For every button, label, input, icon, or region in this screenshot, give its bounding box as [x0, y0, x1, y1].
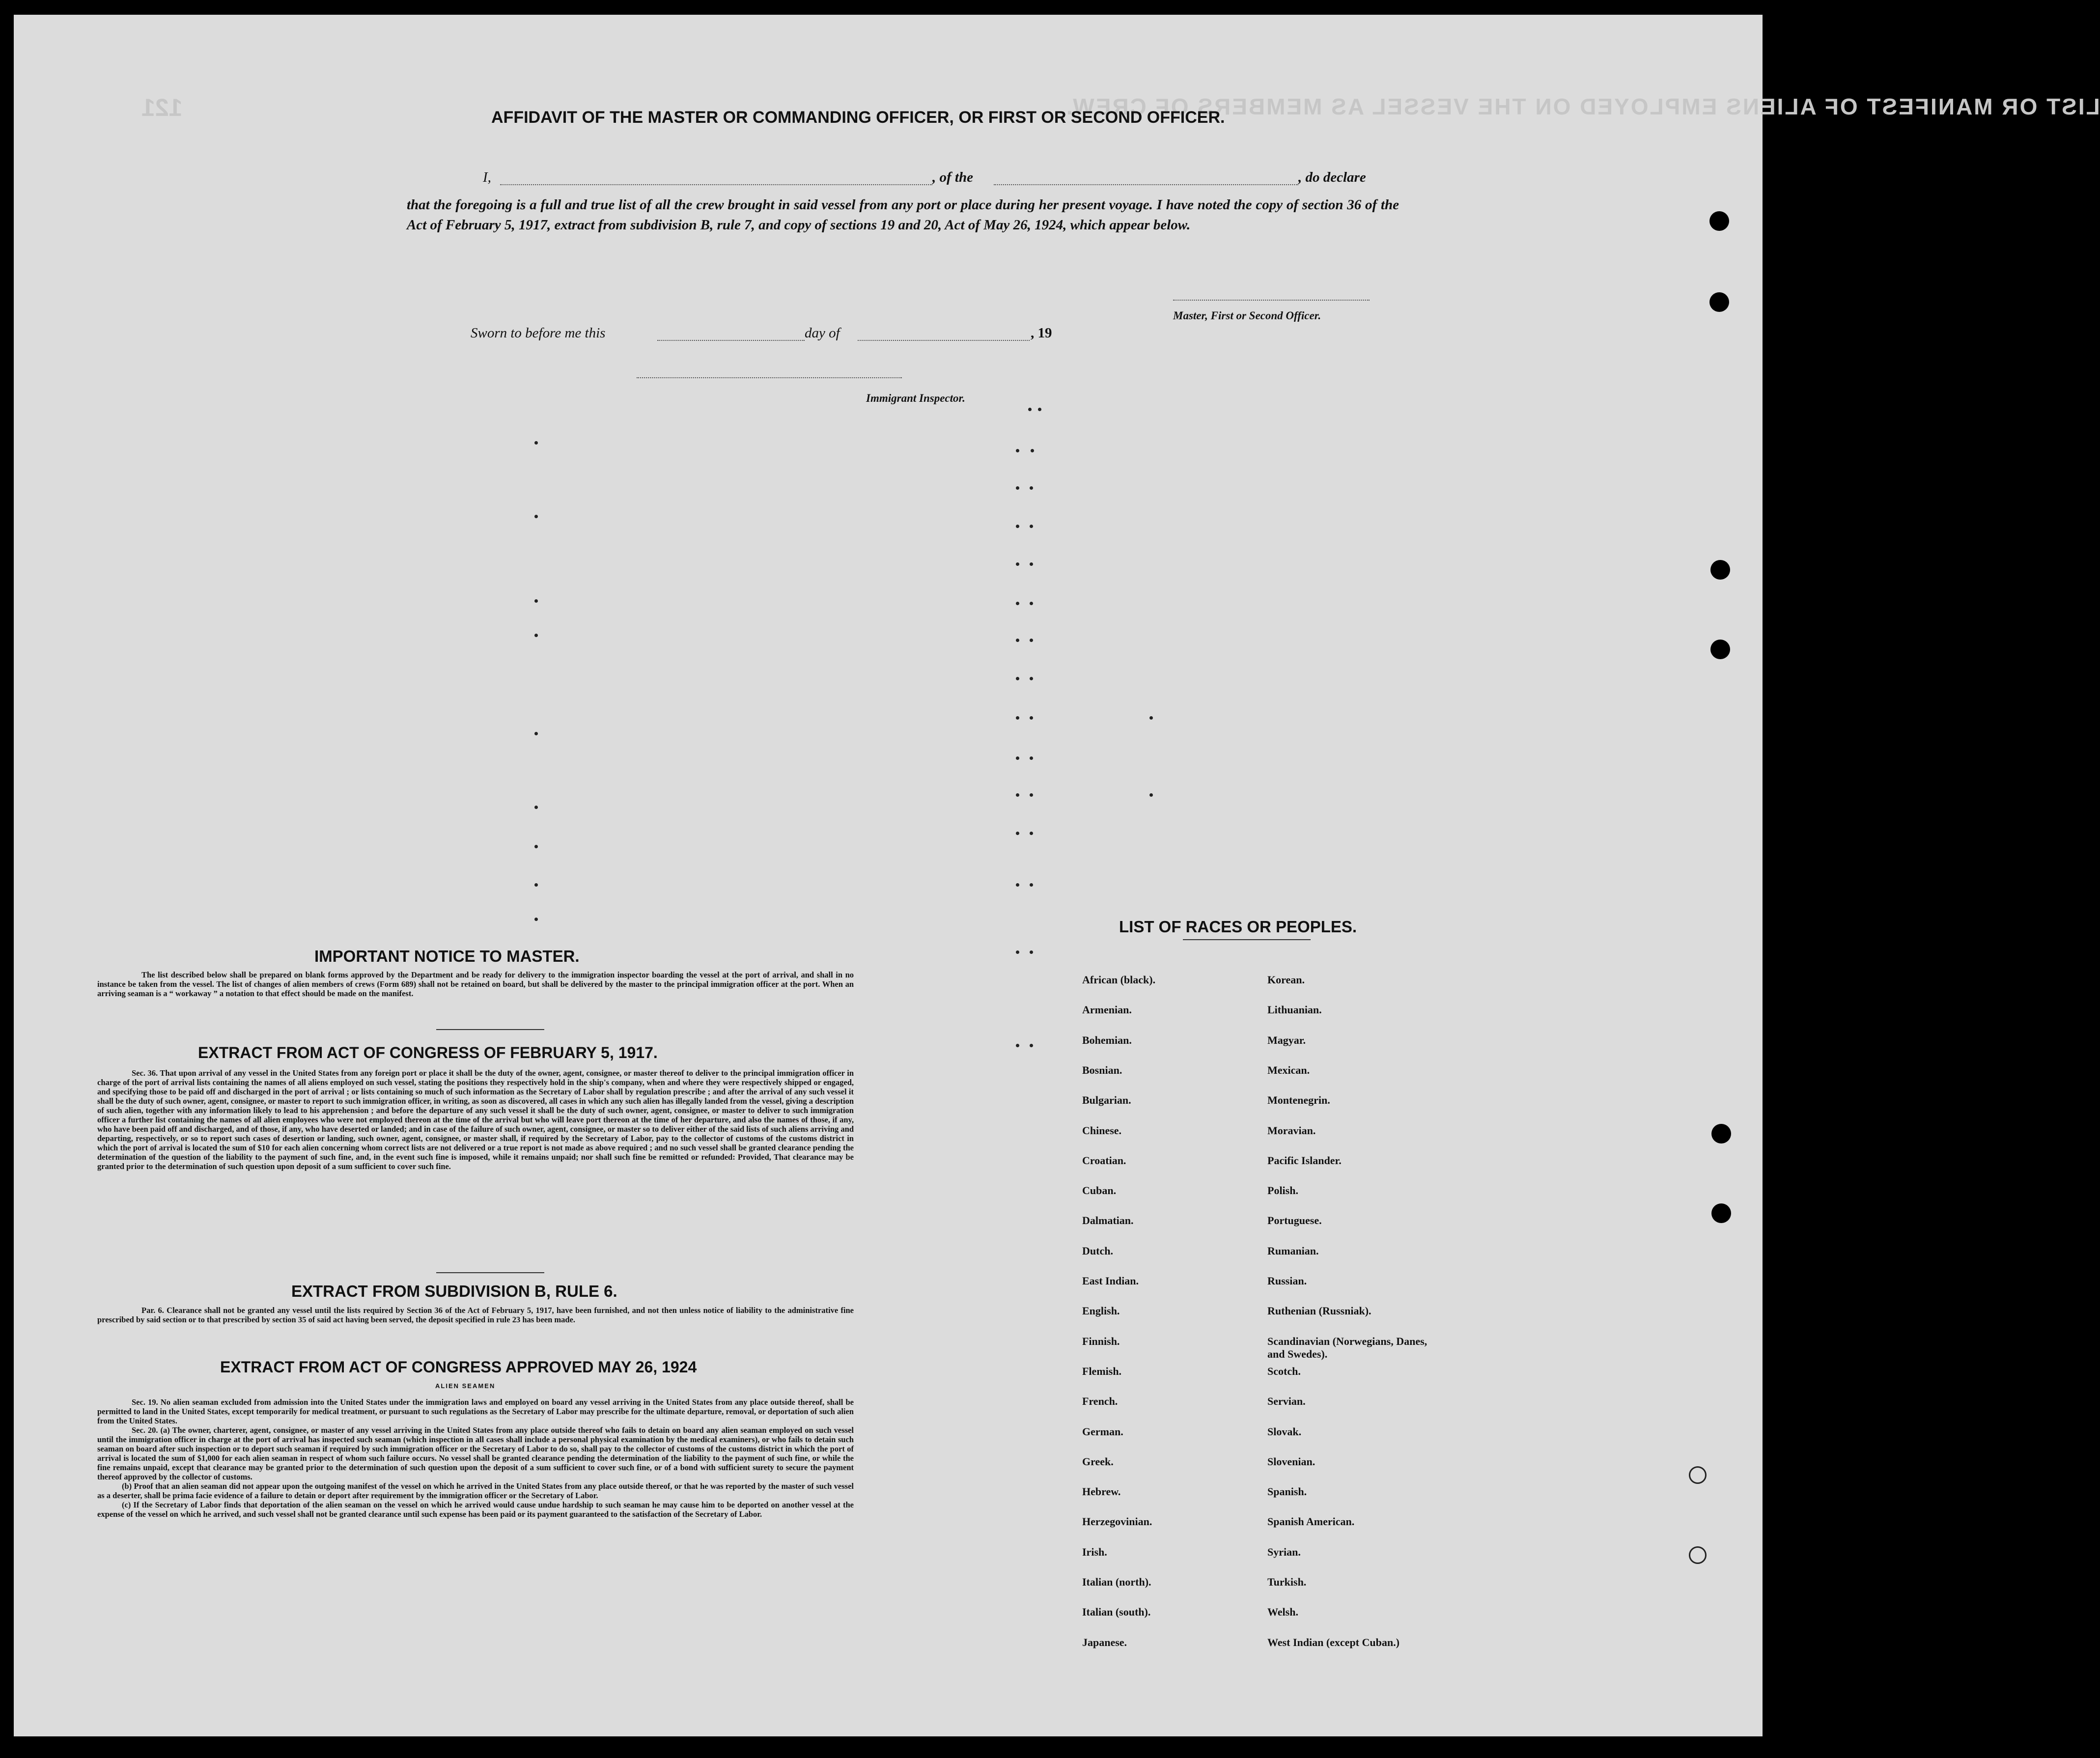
dot [534, 883, 538, 887]
race-item: East Indian. [1082, 1275, 1139, 1287]
punch-hole [1710, 560, 1730, 580]
dot [1030, 716, 1033, 720]
race-item: Scandinavian (Norwegians, Danes, and Swedes). [1267, 1335, 1428, 1360]
affidavit-i-label: I, [483, 169, 491, 185]
race-item: Slovak. [1267, 1425, 1302, 1438]
sec-20c: (c) If the Secretary of Labor finds that deportation of the alien seaman on the vessel on which he arrived would cause undue hardship to such seaman he may cause him to be deported on another vessel at the expense of the vessel on which he arrived, and such vessel shall not be granted clearance until such expense has been paid or its payment guaranteed to the satisfaction of the Secretary of Labor. [97, 1500, 854, 1519]
dot [1030, 883, 1033, 887]
race-item: Croatian. [1082, 1154, 1126, 1167]
race-item: Finnish. [1082, 1335, 1120, 1347]
notice-title: IMPORTANT NOTICE TO MASTER. [314, 947, 580, 965]
punch-hole [1709, 211, 1729, 231]
show-through-page-number: 121 [141, 94, 183, 121]
race-item: Polish. [1267, 1184, 1298, 1197]
dot [1030, 602, 1033, 605]
sec-19: Sec. 19. No alien seaman excluded from admission into the United States under the immigration laws and employed on board any vessel arriving in the United States from any place outside thereof, shall be permitted to land in the United States, except temporarily for medical treatment, or pursuant to such regulations as the Secretary of Labor may prescribe for the ultimate departure, removal, or deportation of such alien from the United States. [97, 1397, 854, 1425]
races-underline [1183, 939, 1311, 940]
race-item: Spanish. [1267, 1485, 1307, 1498]
dot [534, 845, 538, 848]
punch-hole [1710, 640, 1730, 659]
dot [1016, 793, 1019, 797]
dot [1016, 832, 1019, 835]
dot [1016, 486, 1019, 490]
race-item: Flemish. [1082, 1365, 1122, 1377]
inspector-signature-line[interactable] [637, 377, 902, 378]
sec-20a: Sec. 20. (a) The owner, charterer, agent, consignee, or master of any vessel arriving in the United States from any place outside thereof who fails to detain on board any alien seaman employed on such vessel until the immigration officer in charge at the port of arrival has inspected such seaman (which inspection in all cases shall include a personal physical examination by the medical examiners), or who fails to detain such seaman on board after such inspection or to deport such seaman if required by such immigration officer or the Secretary of Labor to do so, shall pay to the collector of customs of the customs district in which the port of arrival is located the sum of $1,000 for each alien seaman in respect of whom such failure occurs. No vessel shall be granted clearance pending the determination of the liability to the payment of such fine, or while the fine remains unpaid, except that clearance may be granted prior to the determination of such question upon the deposit of a sum sufficient to cover such fine, or of a bond with sufficient surety to secure the payment thereof approved by the collector of customs. [97, 1425, 854, 1481]
show-through-title: LIST OR MANIFEST OF ALIENS EMPLOYED ON THE VESSEL AS MEMBERS OF CREW. [1065, 94, 2100, 119]
race-item: Bulgarian. [1082, 1094, 1131, 1107]
race-item: Magyar. [1267, 1033, 1306, 1046]
dot [534, 634, 538, 637]
dot [534, 599, 538, 603]
dot [1016, 1044, 1019, 1047]
dot [1028, 408, 1032, 411]
race-item: Spanish American. [1267, 1515, 1355, 1528]
dot [1016, 602, 1019, 605]
document-page [14, 15, 2100, 1736]
extract-1917-body: Sec. 36. That upon arrival of any vessel in the United States from any foreign port or place it shall be the duty of the owner, agent, consignee, or master thereof to deliver to the principal immigration officer in charge of the port of arrival lists containing the names of all aliens employed on such vessel, stating the positions they respectively hold in the ship's company, when and where they were respectively shipped or engaged, and specifying those to be paid off and discharged in the port of arrival ; or lists containing so much of such information as the Secretary of Labor shall by regulation prescribe ; and after the arrival of any such vessel it shall be the duty of such owner, agent, consignee, or master to report to such immigration officer, in writing, as soon as discovered, all cases in which any such alien has illegally landed from the vessel, giving a description of such alien, together with any information likely to lead to his apprehension ; and before the departure of any such vessel it shall be the duty of such owner, agent, consignee, or master to deliver to such immigration officer a further list containing the names of all alien employees who were not employed thereon at the time of the arrival but who will leave port thereon at the time of her departure, and also the names of those, if any, who have been paid off and discharged, and of those, if any, who have deserted or landed; and in case of the failure of such owner, agent, consignee, or master so to deliver either of the said lists of such aliens arriving and departing, respectively, or so to report such cases of desertion or landing, such owner, agent, consignee, or master shall, if required by the Secretary of Labor, pay to the collector of customs of the customs district in which the port of arrival is located the sum of $10 for each alien concerning whom correct lists are not delivered or a true report is not made as above required ; and no such vessel shall be granted clearance pending the determination of the question of the liability to the payment of such fine, and, in the event such fine is imposed, while it remains unpaid; nor shall such fine be remitted or refunded: Provided, That clearance may be granted prior to the determination of such question upon deposit of a sum sufficient to cover such fine. [97, 1068, 854, 1171]
affidavit-body: that the foregoing is a full and true list of all the crew brought in said vessel from any port or place during her present voyage. I have noted the copy of section 36 of the Act of February 5, 1917, extract from subdivision B, rule 7, and copy of sections 19 and 20, Act of May 26, 1924, which appear below. [407, 197, 1399, 233]
race-item: African (black). [1082, 974, 1156, 986]
race-item: Montenegrin. [1267, 1094, 1330, 1107]
rule-6-title: EXTRACT FROM SUBDIVISION B, RULE 6. [291, 1282, 617, 1300]
affidavit-of-the: , of the [932, 169, 973, 185]
dot [1030, 525, 1033, 528]
dot [534, 441, 538, 445]
year-label: , 19 [1031, 325, 1052, 341]
race-item: Mexican. [1267, 1063, 1310, 1076]
dot [1016, 639, 1019, 642]
extract-1924-title: EXTRACT FROM ACT OF CONGRESS APPROVED MAY 26, 1924 [220, 1358, 697, 1376]
race-item: Bohemian. [1082, 1033, 1132, 1046]
race-item: Syrian. [1267, 1545, 1301, 1558]
dot [1030, 562, 1033, 566]
dot [1030, 1044, 1033, 1047]
dot [1016, 716, 1019, 720]
extract-1917-title: EXTRACT FROM ACT OF CONGRESS OF FEBRUARY 5, 1917. [198, 1044, 658, 1061]
divider [436, 1272, 544, 1273]
dot [1016, 883, 1019, 887]
dot [534, 918, 538, 921]
dot [1149, 793, 1153, 797]
dot [1016, 677, 1019, 680]
race-item: Italian (north). [1082, 1576, 1151, 1588]
race-item: Rumanian. [1267, 1244, 1319, 1257]
affidavit-do-declare: , do declare [1298, 169, 1366, 185]
dot [1016, 756, 1019, 760]
day-of-label: day of [805, 325, 840, 341]
race-item: English. [1082, 1305, 1120, 1317]
race-item: Lithuanian. [1267, 1004, 1322, 1016]
dot [1149, 716, 1153, 720]
extract-1924-body [97, 1397, 854, 1519]
dot [1016, 562, 1019, 566]
race-item: Pacific Islander. [1267, 1154, 1342, 1167]
dot [1030, 950, 1033, 954]
sec-20b: (b) Proof that an alien seaman did not appear upon the outgoing manifest of the vessel on which he arrived in the United States from any place outside thereof, or that he was reported by the master of such vessel as a deserter, shall be prima facie evidence of a failure to detain or deport after requirement by the immigration officer or the Secretary of Labor. [97, 1481, 854, 1500]
dot [1038, 408, 1041, 411]
race-item: West Indian (except Cuban.) [1267, 1636, 1400, 1648]
race-item: Irish. [1082, 1545, 1107, 1558]
race-item: Moravian. [1267, 1124, 1316, 1137]
dot [1030, 832, 1033, 835]
dot [534, 515, 538, 518]
race-item: Korean. [1267, 974, 1305, 986]
punch-hole [1689, 1546, 1707, 1564]
race-item: Herzegovinian. [1082, 1515, 1152, 1528]
notice-body: The list described below shall be prepared on blank forms approved by the Department and be ready for delivery to the immigration inspector boarding the vessel at the port of arrival, and shall in no instance be taken from the vessel. The list of changes of alien members of crews (Form 689) shall not be retained on board, but shall be delivered by the master to the principal immigration officer at the port. When an arriving seaman is a “ workaway ” a notation to that effect should be made on the manifest. [97, 970, 854, 998]
master-signature-label: Master, First or Second Officer. [1173, 309, 1321, 322]
dot [1031, 449, 1034, 452]
master-signature-line[interactable] [1173, 300, 1370, 301]
race-item: Greek. [1082, 1455, 1114, 1468]
race-item: Scotch. [1267, 1365, 1301, 1377]
dot [1016, 950, 1019, 954]
race-item: Hebrew. [1082, 1485, 1121, 1498]
punch-hole [1711, 1203, 1731, 1223]
affidavit-title: AFFIDAVIT OF THE MASTER OR COMMANDING OFFICER, OR FIRST OR SECOND OFFICER. [491, 108, 1225, 127]
race-item: Dutch. [1082, 1244, 1113, 1257]
race-item: Cuban. [1082, 1184, 1117, 1197]
race-item: Japanese. [1082, 1636, 1127, 1648]
divider [436, 1029, 544, 1030]
race-item: Turkish. [1267, 1576, 1307, 1588]
race-item: French. [1082, 1395, 1118, 1408]
dot [1030, 486, 1033, 490]
punch-hole [1709, 292, 1729, 312]
dot [1016, 449, 1019, 452]
punch-hole [1711, 1124, 1731, 1144]
sworn-day-line[interactable] [657, 340, 805, 341]
alien-seamen-subtitle: ALIEN SEAMEN [435, 1382, 496, 1390]
dot [1016, 525, 1019, 528]
race-item: Slovenian. [1267, 1455, 1316, 1468]
punch-hole [1689, 1466, 1707, 1484]
vessel-name-line[interactable] [994, 184, 1298, 185]
race-item: Chinese. [1082, 1124, 1122, 1137]
race-item: Bosnian. [1082, 1063, 1122, 1076]
race-item: Portuguese. [1267, 1214, 1322, 1227]
dot [534, 732, 538, 735]
race-item: Dalmatian. [1082, 1214, 1134, 1227]
sworn-month-line[interactable] [858, 340, 1030, 341]
dot [1030, 756, 1033, 760]
race-item: Welsh. [1267, 1606, 1298, 1618]
race-item: Russian. [1267, 1275, 1307, 1287]
race-item: Servian. [1267, 1395, 1306, 1408]
dot [1030, 639, 1033, 642]
race-item: Ruthenian (Russniak). [1267, 1305, 1372, 1317]
races-title: LIST OF RACES OR PEOPLES. [1119, 918, 1357, 936]
dot [534, 806, 538, 809]
sworn-label: Sworn to before me this [471, 325, 606, 341]
race-item: Armenian. [1082, 1004, 1132, 1016]
dot [1030, 793, 1033, 797]
dot [1030, 677, 1033, 680]
master-name-line[interactable] [500, 184, 932, 185]
race-item: German. [1082, 1425, 1123, 1438]
race-item: Italian (south). [1082, 1606, 1151, 1618]
rule-6-body: Par. 6. Clearance shall not be granted any vessel until the lists required by Section 36 of the Act of February 5, 1917, have been furnished, and not then unless notice of liability to the administrative fine prescribed by said section or to that prescribed by section 35 of said act having been served, the deposit specified in rule 23 has been made. [97, 1306, 854, 1324]
inspector-label: Immigrant Inspector. [866, 392, 965, 404]
